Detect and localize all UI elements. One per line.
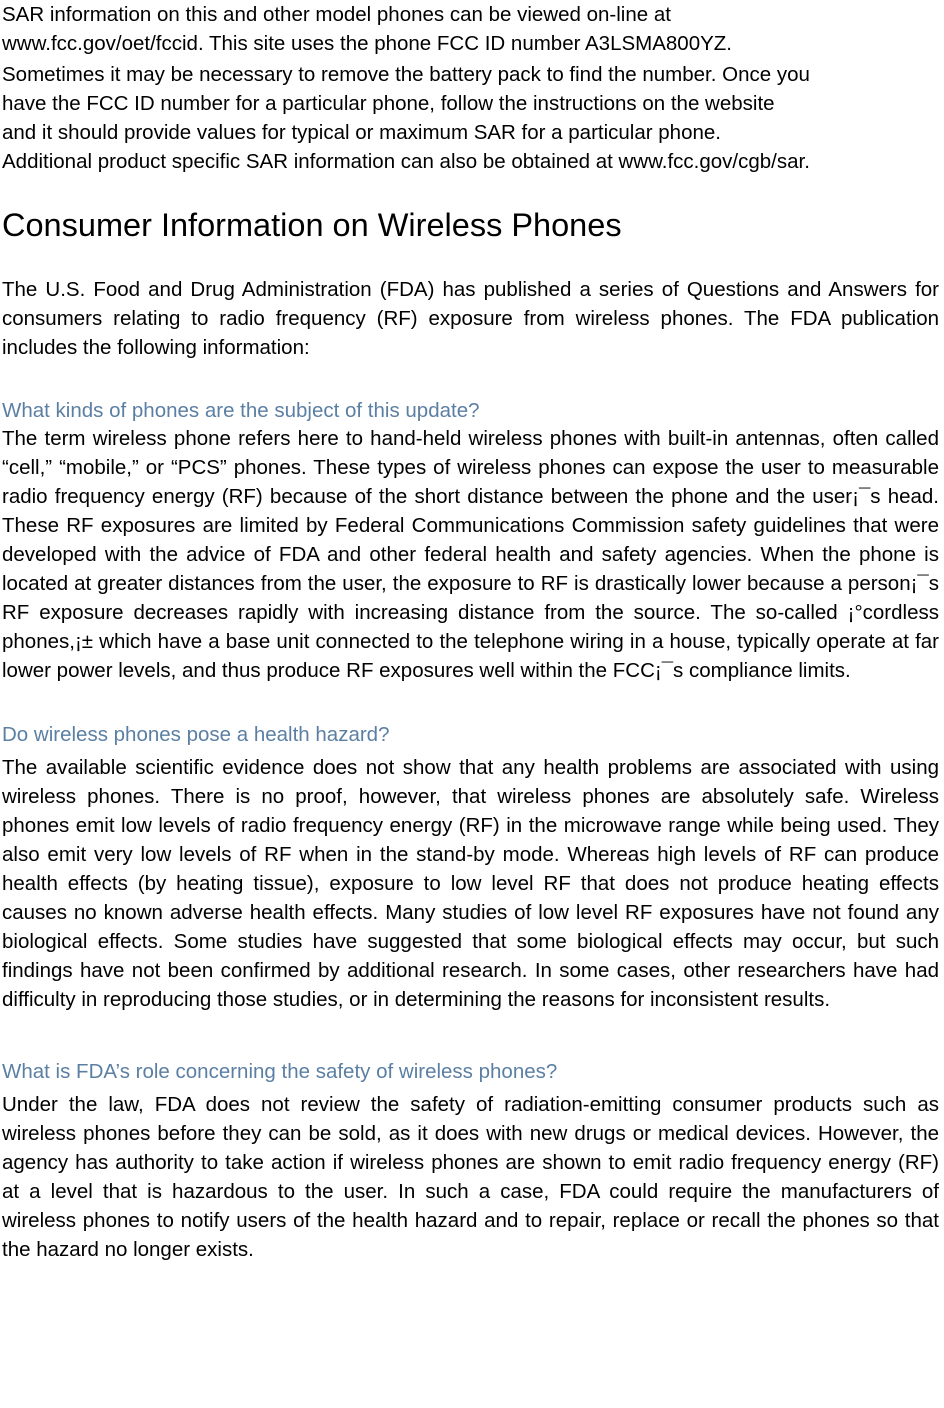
question-fda-role: What is FDA’s role concerning the safety of wireless phones? xyxy=(2,1060,558,1083)
page-title: Consumer Information on Wireless Phones xyxy=(2,207,622,243)
document-page xyxy=(2,0,939,1264)
fda-lead-paragraph: The U.S. Food and Drug Administration (FDA) has published a series of Questions and Answers for consumers relating to radio frequency (RF) exposure from wireless phones. The FDA publication includes the following information: xyxy=(2,278,939,359)
question-health-hazard: Do wireless phones pose a health hazard? xyxy=(2,723,390,746)
sar-info-line-2: www.fcc.gov/oet/fccid. This site uses the phone FCC ID number A3LSMA800YZ. xyxy=(2,32,732,55)
sar-intro xyxy=(2,0,939,176)
fcc-id-line-1: Sometimes it may be necessary to remove the battery pack to find the number. Once you xyxy=(2,63,810,86)
answer-health-hazard: The available scientific evidence does not show that any health problems are associated with using wireless phones. There is no proof, however, that wireless phones are absolutely safe. Wireless phones emit low levels of radio frequency energy (RF) in the microwave range while being used. They also emit very low levels of RF when in the stand-by mode. Whereas high levels of RF can produce health effects (by heating tissue), exposure to low level RF that does not produce heating effects causes no known adverse health effects. Many studies of low level RF exposures have not found any biological effects. Some studies have suggested that some biological effects may occur, but such findings have not been confirmed by additional research. In some cases, other researchers have had difficulty in reproducing those studies, or in determining the reasons for inconsistent results. xyxy=(2,756,939,1011)
question-phone-types: What kinds of phones are the subject of this update? xyxy=(2,399,480,422)
sar-info-paragraph xyxy=(2,0,939,58)
sar-info-line-1: SAR information on this and other model phones can be viewed on-line at xyxy=(2,3,671,26)
fcc-id-line-3: and it should provide values for typical or maximum SAR for a particular phone. xyxy=(2,121,721,144)
fcc-id-line-2: have the FCC ID number for a particular phone, follow the instructions on the website xyxy=(2,92,775,115)
answer-phone-types: The term wireless phone refers here to hand-held wireless phones with built-in antennas, often called “cell,” “mobile,” or “PCS” phones. These types of wireless phones can expose the user to measurable radio frequency energy (RF) because of the short distance between the phone and the user¡¯s head. These RF exposures are limited by Federal Communications Commission safety guidelines that were developed with the advice of FDA and other federal health and safety agencies. When the phone is located at greater distances from the user, the exposure to RF is drastically lower because a person¡¯s RF exposure decreases rapidly with increasing distance from the source. The so-called ¡°cordless phones,¡± which have a base unit connected to the telephone wiring in a house, typically operate at far lower power levels, and thus produce RF exposures well within the FCC¡¯s compliance limits. xyxy=(2,427,939,682)
answer-fda-role: Under the law, FDA does not review the safety of radiation-emitting consumer products such as wireless phones before they can be sold, as it does with new drugs or medical devices. However, the agency has authority to take action if wireless phones are shown to emit radio frequency energy (RF) at a level that is hazardous to the user. In such a case, FDA could require the manufacturers of wireless phones to notify users of the health hazard and to repair, replace or recall the phones so that the hazard no longer exists. xyxy=(2,1093,939,1261)
fcc-id-line-4: Additional product specific SAR information can also be obtained at www.fcc.gov/cgb/sar. xyxy=(2,150,810,173)
fcc-id-paragraph xyxy=(2,60,939,176)
